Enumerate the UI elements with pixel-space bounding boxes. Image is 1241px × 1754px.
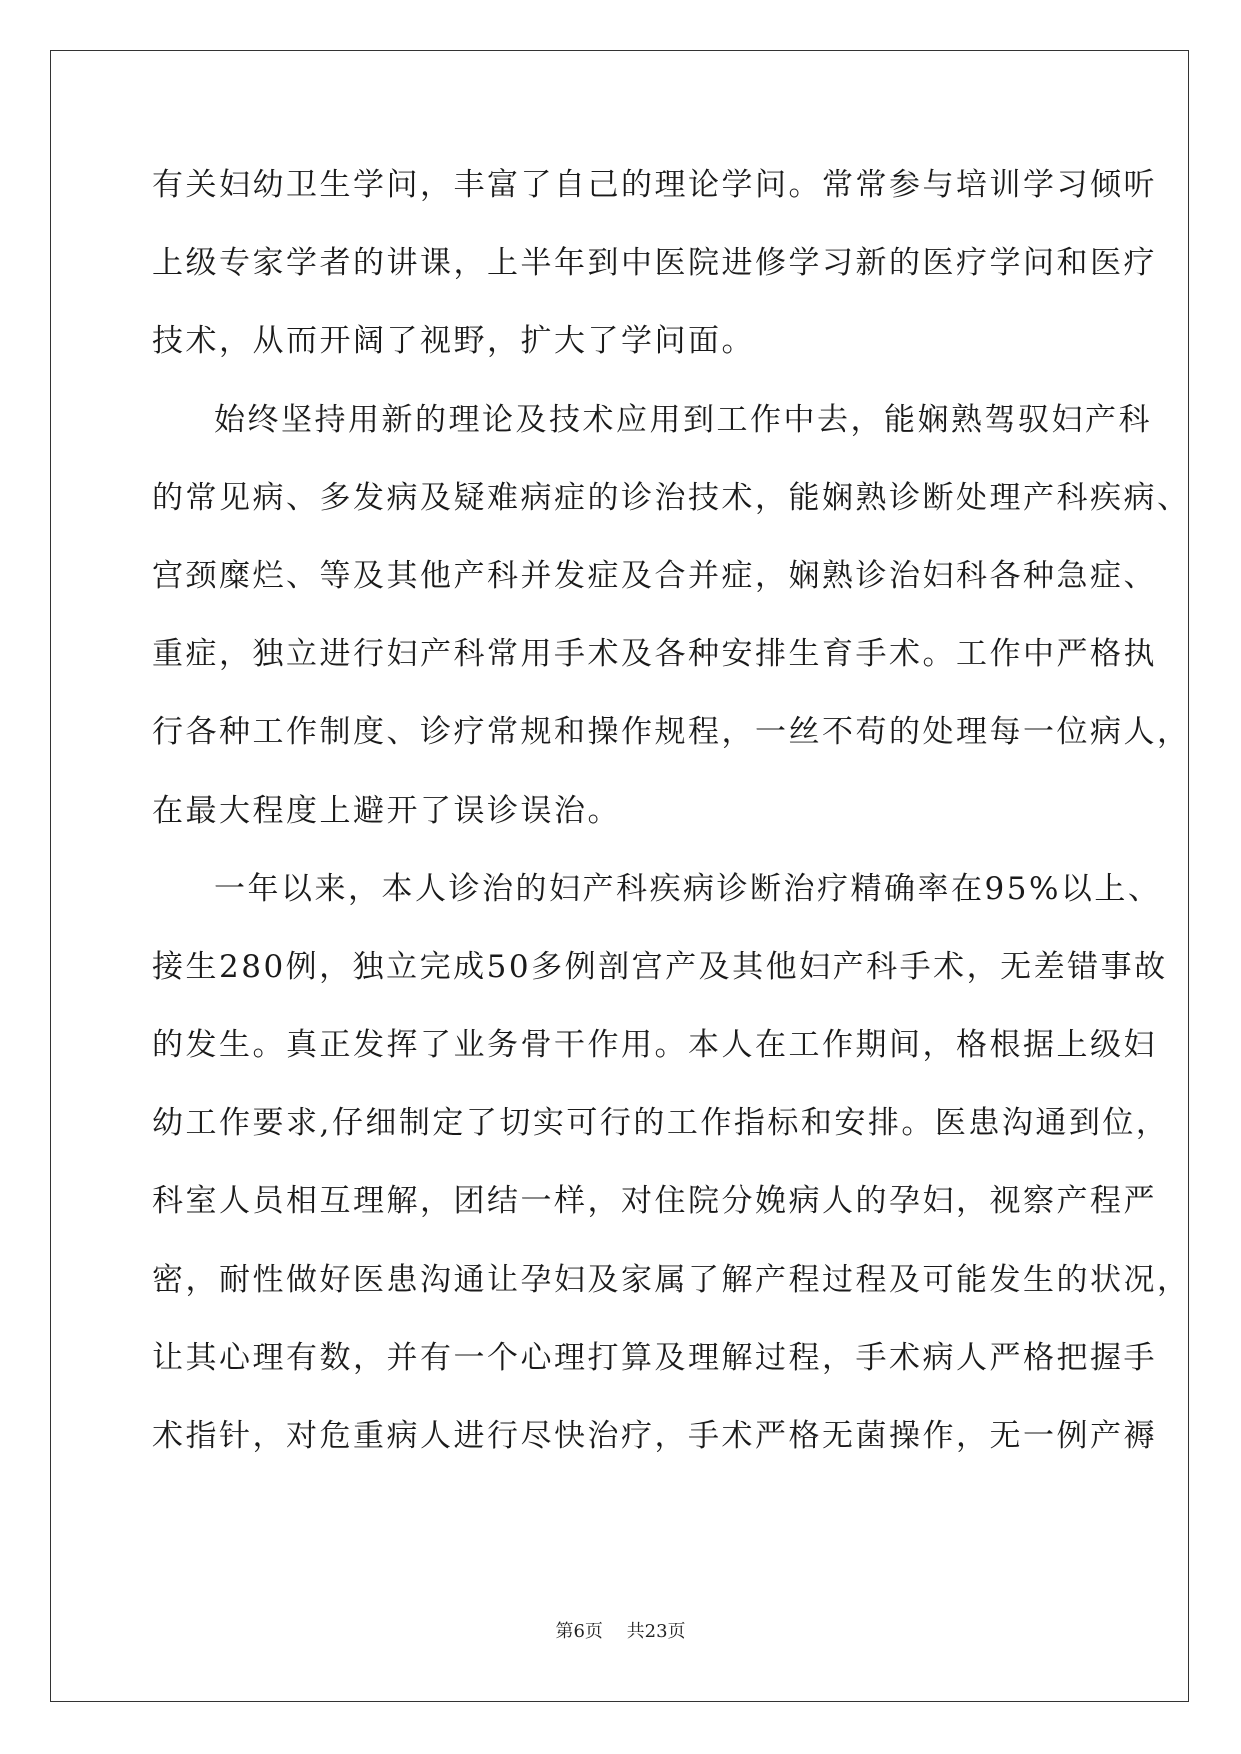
- text-line: 幼工作要求,仔细制定了切实可行的工作指标和安排。医患沟通到位，: [152, 1105, 1170, 1142]
- text-line: 密，耐性做好医患沟通让孕妇及家属了解产程过程及可能发生的状况，: [152, 1261, 1191, 1298]
- text-line: 术指针，对危重病人进行尽快治疗，手术严格无菌操作，无一例产褥: [152, 1418, 1157, 1454]
- text-line: 在最大程度上避开了误诊误治。: [152, 792, 621, 829]
- text-line: 上级专家学者的讲课，上半年到中医院进修学习新的医疗学问和医疗: [152, 245, 1157, 282]
- text-line: 有关妇幼卫生学问，丰富了自己的理论学问。常常参与培训学习倾听: [152, 167, 1157, 203]
- text-line: 接生280例，独立完成50多例剖宫产及其他妇产科手术，无差错事故: [152, 948, 1168, 985]
- page-total: 共23页: [626, 1621, 686, 1642]
- text-line: 让其心理有数，并有一个心理打算及理解过程，手术病人严格把握手: [152, 1339, 1157, 1376]
- text-line: 重症，独立进行妇产科常用手术及各种安排生育手术。工作中严格执: [152, 636, 1157, 673]
- text-line: 技术，从而开阔了视野，扩大了学问面。: [152, 323, 755, 360]
- page-footer: [0, 1620, 1241, 1644]
- text-line: 宫颈糜烂、等及其他产科并发症及合并症，娴熟诊治妇科各种急症、: [152, 557, 1157, 594]
- text-line: 行各种工作制度、诊疗常规和操作规程，一丝不苟的处理每一位病人，: [152, 714, 1191, 751]
- text-line: 的常见病、多发病及疑难病症的诊治技术，能娴熟诊断处理产科疾病、: [152, 479, 1191, 516]
- document-body: [152, 165, 1191, 1494]
- page-number: 第6页: [555, 1621, 603, 1642]
- text-line: 一年以来，本人诊治的妇产科疾病诊断治疗精确率在95%以上、: [214, 870, 1162, 907]
- text-line: 始终坚持用新的理论及技术应用到工作中去，能娴熟驾驭妇产科: [214, 401, 1152, 438]
- text-line: 的发生。真正发挥了业务骨干作用。本人在工作期间，格根据上级妇: [152, 1027, 1157, 1064]
- text-line: 科室人员相互理解，团结一样，对住院分娩病人的孕妇，视察产程严: [152, 1183, 1157, 1220]
